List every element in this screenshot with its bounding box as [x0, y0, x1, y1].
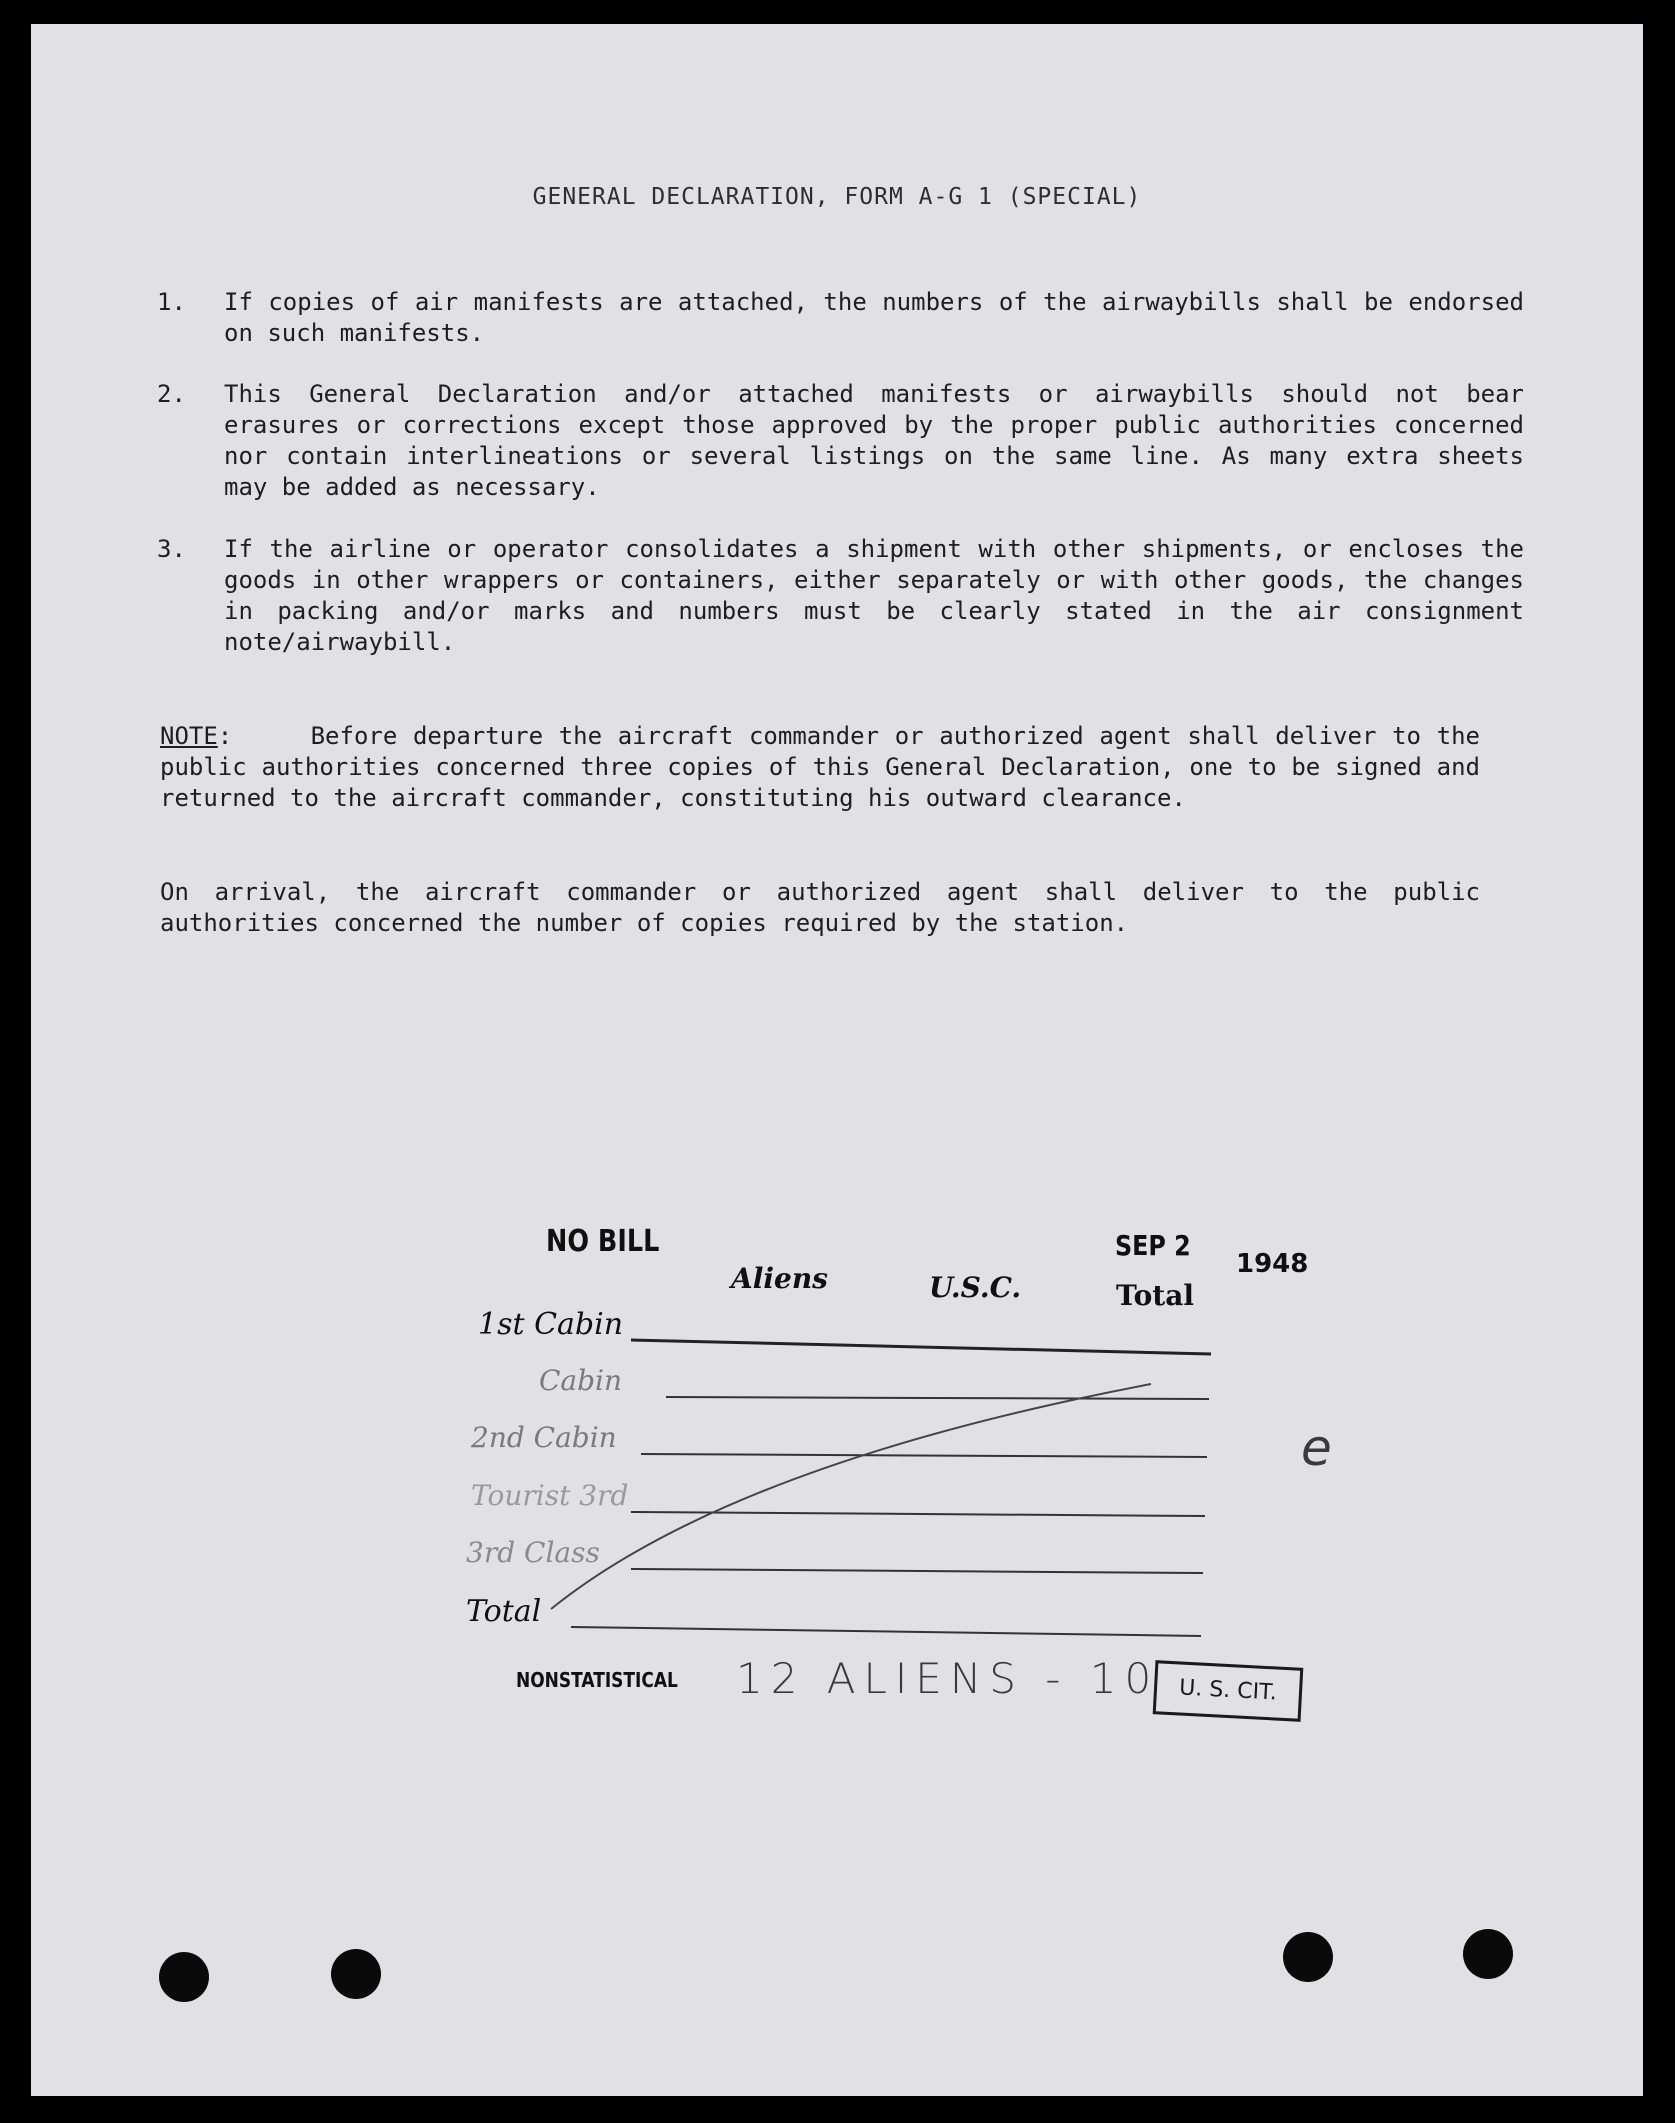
- handwritten-count: 12 ALIENS - 10: [736, 1654, 1160, 1703]
- punch-hole: [331, 1949, 381, 1999]
- document-page: [31, 24, 1643, 2096]
- rule-line: [641, 1454, 1207, 1457]
- pen-stroke: [551, 1384, 1151, 1609]
- item-number: 2.: [157, 380, 186, 408]
- rule-line: [631, 1512, 1205, 1516]
- note-label: NOTE: [160, 722, 218, 750]
- row-tourist-3rd: Tourist 3rd: [471, 1479, 629, 1512]
- us-cit-box: U. S. CIT.: [1153, 1660, 1304, 1722]
- row-1st-cabin: 1st Cabin: [478, 1307, 624, 1342]
- nonstatistical-stamp: NONSTATISTICAL: [516, 1668, 678, 1692]
- stamp-year: 1948: [1236, 1249, 1309, 1279]
- column-total: Total: [1116, 1279, 1195, 1312]
- item-text: If copies of air manifests are attached, the numbers of the airwaybills shall be endorsed on such manifests.: [224, 288, 1524, 347]
- column-usc: U.S.C.: [929, 1271, 1022, 1304]
- no-bill-stamp: NO BILL: [546, 1224, 660, 1259]
- handwritten-initial: e: [1301, 1419, 1340, 1477]
- rule-line: [631, 1569, 1203, 1573]
- punch-hole: [1283, 1932, 1333, 1982]
- punch-hole: [159, 1952, 209, 2002]
- form-title: GENERAL DECLARATION, FORM A-G 1 (SPECIAL): [532, 184, 1142, 210]
- item-text: If the airline or operator consolidates a shipment with other shipments, or encloses the goods in other wrappers or containers, either separately or with other goods, the changes in packing and/or marks and numbers must be clearly stated in the air consignment note/airwaybill.: [224, 535, 1524, 656]
- row-2nd-cabin: 2nd Cabin: [471, 1421, 617, 1454]
- item-number: 1.: [157, 288, 186, 316]
- rule-line: [666, 1397, 1209, 1399]
- item-text: This General Declaration and/or attached manifests or airwaybills should not bear erasures or corrections except those approved by the proper public authorities concerned nor contain interlineations or several listings on the same line. As many extra sheets may be added as necessary.: [224, 380, 1524, 501]
- note-text: Before departure the aircraft commander or authorized agent shall deliver to the public authorities concerned three copies of this General Declaration, one to be signed and returned to the aircraft commander, constituting his outward clearance.: [160, 722, 1480, 812]
- item-number: 3.: [157, 535, 186, 563]
- row-total: Total: [466, 1594, 542, 1629]
- row-cabin: Cabin: [539, 1364, 623, 1397]
- row-3rd-class: 3rd Class: [466, 1536, 600, 1569]
- note-paragraph: NOTE: Before departure the aircraft commander or authorized agent shall deliver to the public authorities concerned three copies of this General Declaration, one to be signed and returned to the aircraft commander, constituting his outward clearance.: [160, 722, 1480, 812]
- punch-hole: [1463, 1929, 1513, 1979]
- stamp-ruled-lines: [31, 24, 1643, 2096]
- arrival-paragraph: On arrival, the aircraft commander or authorized agent shall deliver to the public authorities concerned the number of copies required by the station.: [160, 878, 1480, 937]
- stamp-date: SEP 2: [1115, 1229, 1191, 1262]
- rule-line: [571, 1627, 1201, 1636]
- rule-line: [631, 1340, 1211, 1354]
- column-aliens: Aliens: [731, 1262, 828, 1295]
